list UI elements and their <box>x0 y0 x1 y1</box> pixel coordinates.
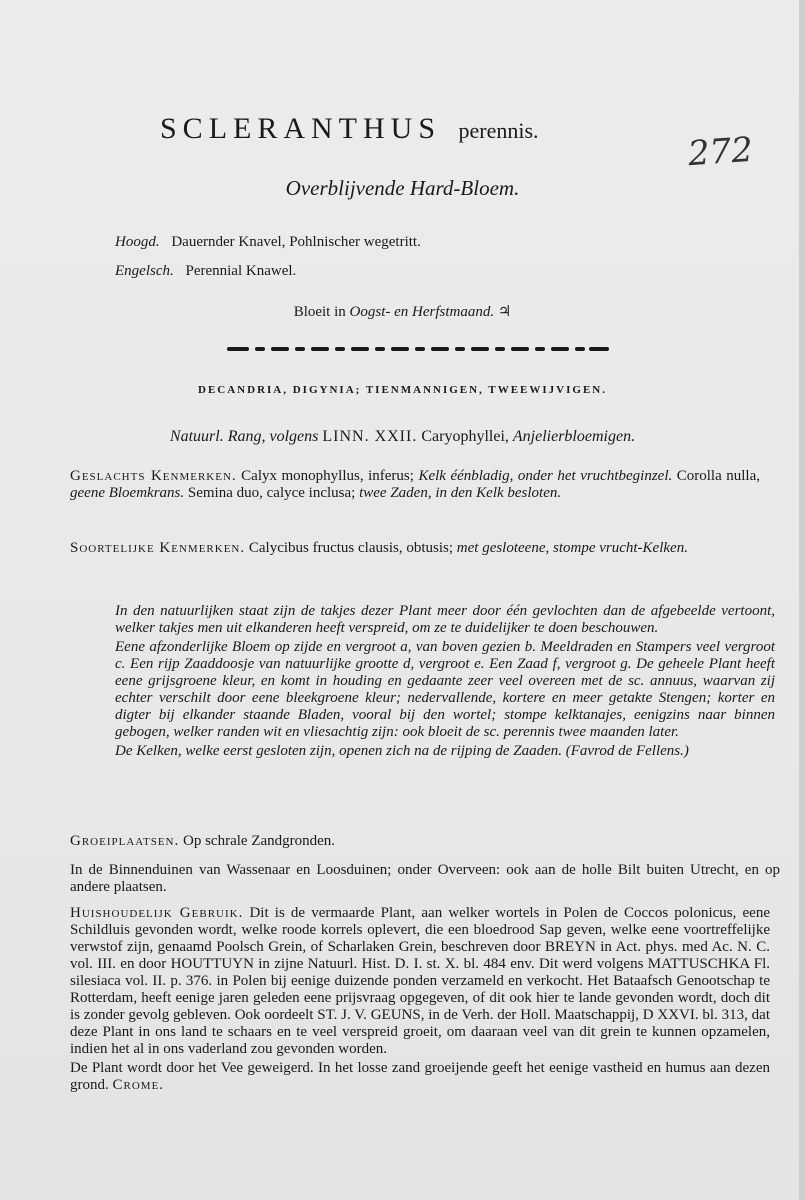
ornamental-rule <box>227 345 609 353</box>
habitat-heading: Groeiplaatsen. <box>70 833 180 849</box>
genus-name: SCLERANTHUS <box>160 112 442 145</box>
description <box>115 603 775 762</box>
natural-rank-line <box>0 428 805 446</box>
species-latin: Calycibus fructus clausis, obtusis; <box>248 540 454 556</box>
genus-dutch-calyx: Kelk éénbladig, onder het vruchtbeginzel. <box>418 468 673 484</box>
uses-author: Crome. <box>112 1077 165 1093</box>
german-name-line <box>115 228 675 257</box>
description-para-3: De Kelken, welke eerst gesloten zijn, openen zich na de rijping de Zaaden. (Favrod de Fellens.) <box>115 743 689 759</box>
perennial-symbol: ♃ <box>497 304 512 320</box>
species-name: perennis. <box>458 118 539 143</box>
rank-dutch: Anjelierbloemigen. <box>512 428 636 445</box>
genus-dutch-corolla: geene Bloemkrans. <box>70 485 185 501</box>
page-title <box>160 112 539 146</box>
handwritten-number: 272 <box>686 129 755 175</box>
bloom-prefix: Bloeit in <box>293 304 346 320</box>
genus-heading: Geslachts Kenmerken. <box>70 468 237 484</box>
bloom-months: Oogst- en Herfstmaand. <box>349 304 495 320</box>
classification-line: DECANDRIA, DIGYNIA; TIENMANNIGEN, TWEEWIJVIGEN. <box>198 384 607 396</box>
rank-author: LINN. XXII. <box>322 428 418 445</box>
bloom-line <box>0 302 805 321</box>
english-name-line <box>115 257 675 286</box>
genus-latin-semina: Semina duo, calyce inclusa; <box>187 485 356 501</box>
genus-latin-corolla: Corolla nulla, <box>676 468 761 484</box>
german-text: Dauernder Knavel, Pohlnischer wegetritt. <box>171 234 421 250</box>
uses-section <box>70 905 770 1094</box>
habitat-text: In de Binnenduinen van Wassenaar en Loosduinen; onder Overveen: ook aan de holle Bilt buiten Utrecht, en op andere plaatsen. <box>70 862 780 895</box>
description-para-2: Eene afzonderlijke Bloem op zijde en vergroot a, van boven gezien b. Meeldraden en Stampers veel vergroot c. Een rijp Zaaddoosje van natuurlijke grootte d, vergroot e. Een Zaad f, vergroot g. De geheele Plant heeft eene grijsgroene kleur, en komt in houding en gedaante zeer veel overeen met de sc. annuus, waarvan zij echter verschilt door eene bleekgroene kleur; nedervallende, kortere en meer getakte Stengen; korter en digter bij elkander staande Bladen, vooral bij den wortel; stompe kelktanajes, eenigzins naar binnen gebogen, welker randen wit en vliesachtig zijn: ook bloeit de sc. perennis twee maanden later. <box>115 639 775 740</box>
page-edge-shadow <box>799 0 805 1200</box>
english-label: Engelsch. <box>115 263 174 279</box>
description-para-1: In den natuurlijken staat zijn de takjes dezer Plant meer door één gevlochten dan de afgebeelde vertoont, welker takjes men uit elkanderen heeft verspreid, om ze te duidelijker te doen beschouwen. <box>115 603 775 636</box>
common-names <box>115 228 675 286</box>
habitat-heading-text: Op schrale Zandgronden. <box>183 833 336 849</box>
uses-text-2: De Plant wordt door het Vee geweigerd. In het losse zand groeijende geeft het eenige vastheid en humus aan dezen grond. <box>70 1060 770 1093</box>
genus-characters <box>70 468 760 502</box>
english-text: Perennial Knawel. <box>185 263 297 279</box>
german-label: Hoogd. <box>115 234 160 250</box>
species-characters <box>70 540 760 557</box>
species-dutch: met gesloteene, stompe vrucht-Kelken. <box>456 540 688 556</box>
species-heading: Soortelijke Kenmerken. <box>70 540 246 556</box>
subtitle: Overblijvende Hard-Bloem. <box>285 176 520 200</box>
genus-dutch-seeds: twee Zaden, in den Kelk besloten. <box>359 485 562 501</box>
rank-label: Natuurl. Rang, volgens <box>169 428 319 445</box>
uses-heading: Huishoudelijk Gebruik. <box>70 905 244 921</box>
habitat-heading-line <box>70 833 335 850</box>
rank-family: Caryophyllei, <box>421 428 509 445</box>
genus-latin-calyx: Calyx monophyllus, inferus; <box>241 468 414 484</box>
uses-text: Dit is de vermaarde Plant, aan welker wortels in Polen de Coccos polonicus, eene Schildluis gevonden wordt, welke roode korrels oplevert, die een bloedrood Sap geven, welke eene voortreffelijke verwstof zijn, genaamd Poolsch Grein, of Scharlaken Grein, beschreven door BREYN in Act. phys. med Ac. N. C. vol. III. en door HOUTTUYN in zijne Natuurl. Hist. D. I. st. X. bl. 484 env. Dit werd volgens MATTUSCHKA Fl. silesiaca vol. II. p. 376. in Polen bij eenige duizende ponden verzameld en verkocht. Het Bataafsch Genootschap te Rotterdam, heeft eenige jaren geleden eene prijsvraag opgegeven, of dit ook hier te lande gevonden wordt, doch dit is zonder gevolg gebleven. Ook oordeelt ST. J. V. GEUNS, in de Verh. der Holl. Maatschappij, D XXVI. bl. 313, dat deze Plant in ons land te schaars en te veel verspreid groeit, om daaraan veel van dit grein te kunnen opzamelen, indien het al in ons vaderland zou gevonden worden. <box>70 905 770 1057</box>
